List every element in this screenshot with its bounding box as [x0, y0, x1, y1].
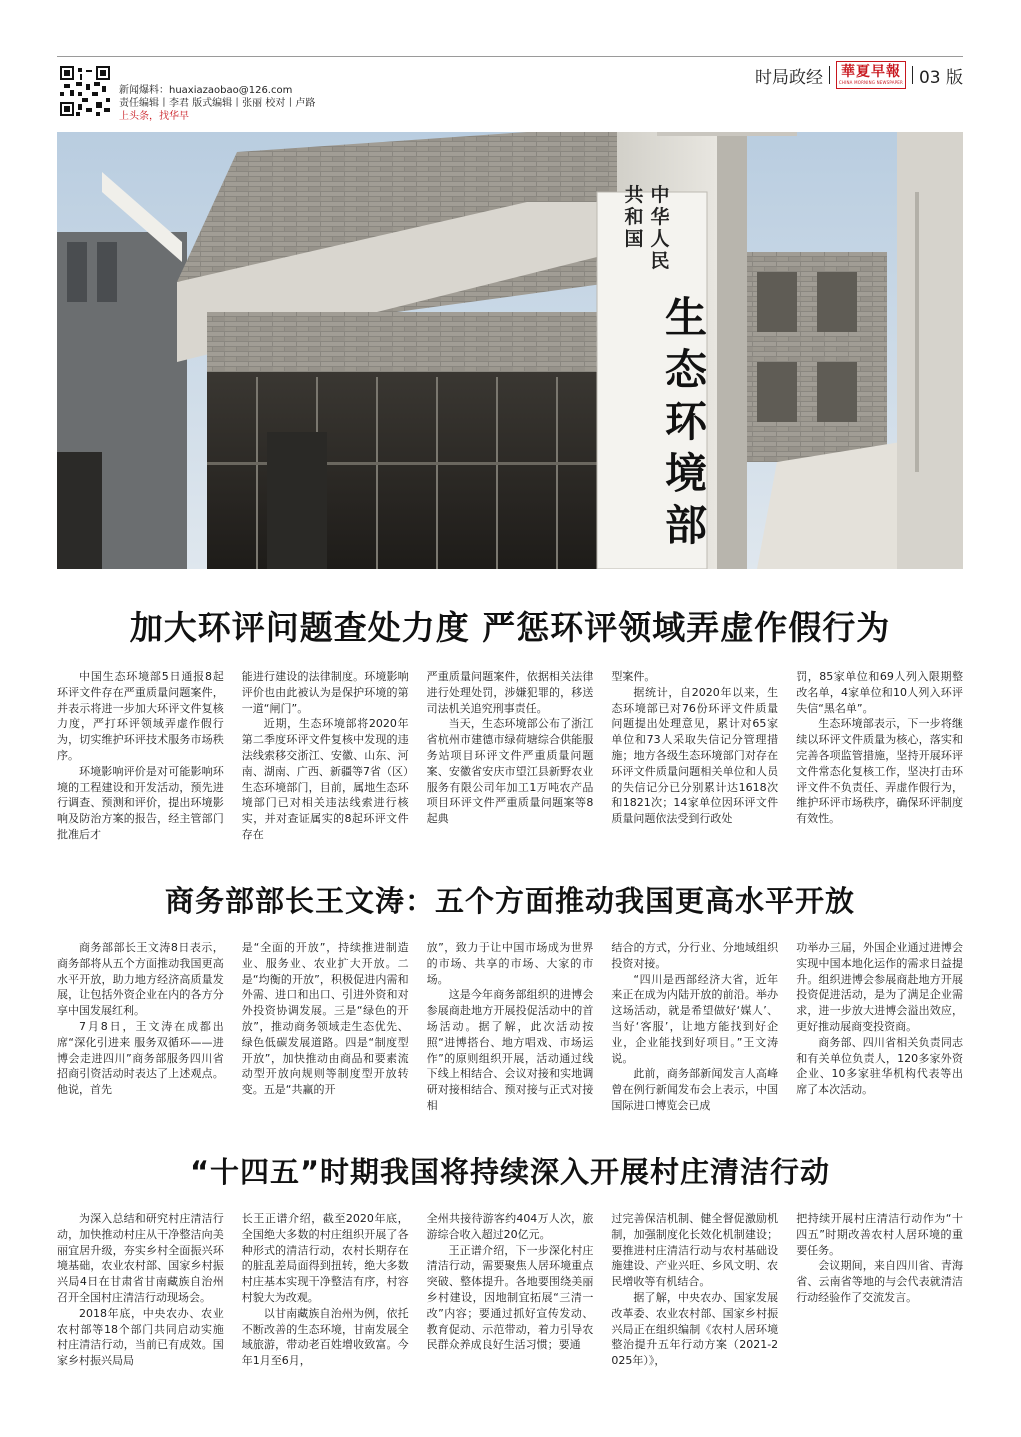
- paragraph: 是“全面的开放”，持续推进制造业、服务业、农业扩大开放。二是“均衡的开放”，积极促进内需和外需、进口和出口、引进外资和对外投资协调发展。三是“绿色的开放”，推动商务领域走生态优先、绿色低碳发展道路。四是“制度型开放”，加快推动由商品和要素流动型开放向规则等制度型开放转变。五是“共赢的开: [241, 941, 409, 1097]
- paragraph: 近期，生态环境部将2020年第二季度环评文件复核中发现的违法线索移交浙江、安徽、山东、河南、湖南、广西、新疆等7省（区）生态环境部门，目前，属地生态环境部门已对相关违法线索进行核实，并对查证属实的8起环评文件存在: [241, 717, 409, 841]
- text-column: [57, 1211, 224, 1397]
- article-headline: 商务部部长王文涛：五个方面推动我国更高水平开放: [164, 884, 855, 918]
- paragraph: 放”，致力于让中国市场成为世界的市场、共享的市场、大家的市场。: [426, 941, 594, 986]
- paragraph: 中国生态环境部5日通报8起环评文件存在严重质量问题案件，并表示将进一步加大环评文件复核力度，严打环评领域弄虚作假行为，切实维护环评技术服务市场秩序。: [57, 670, 224, 762]
- paragraph: 长王正谱介绍，截至2020年底，全国绝大多数的村庄组织开展了各种形式的清洁行动，农村长期存在的脏乱差局面得到扭转，绝大多数村庄基本实现干净整洁有序，村容村貌大为改观。: [241, 1212, 409, 1304]
- header-divider: [912, 66, 913, 84]
- text-column: [611, 940, 778, 1112]
- text-column: [427, 940, 594, 1112]
- text-column: [57, 669, 224, 859]
- editor-line: 责任编辑丨李君 版式编辑丨张丽 校对丨卢路: [119, 98, 316, 109]
- paragraph: 结合的方式，分行业、分地域组织投资对接。: [611, 941, 779, 970]
- paragraph: “四川是西部经济大省，近年来正在成为内陆开放的前沿。举办这场活动，就是希望做好‘媒人’、当好‘客服’，让地方能找到好企业，企业能找到好项目。”王文涛说。: [611, 972, 779, 1065]
- text-column: [242, 1211, 409, 1397]
- paragraph: 型案件。: [611, 670, 656, 683]
- paragraph: 王正谱介绍，下一步深化村庄清洁行动，需要聚焦人居环境重点突破、整体提升。各地要围绕美丽乡村建设，因地制宜拓展“三清一改”内容；要通过抓好宣传发动、教育促动、示范带动，着力引导农民群众养成良好生活习惯；要通: [426, 1243, 594, 1352]
- paragraph: 过完善保洁机制、健全督促激励机制，加强制度化长效化机制建设；要推进村庄清洁行动与农村基础设施建设、产业兴旺、乡风文明、农民增收等有机结合。: [611, 1212, 779, 1289]
- masthead-info: [119, 84, 315, 123]
- text-column: [427, 669, 594, 859]
- paragraph: 为深入总结和研究村庄清洁行动，加快推动村庄从干净整洁向美丽宜居升级，夯实乡村全面振兴环境基础，农业农村部、国家乡村振兴局4日在甘肃省甘南藏族自治州召开全国村庄清洁行动现场会。: [57, 1212, 224, 1304]
- paragraph: 以甘南藏族自治州为例，依托不断改善的生态环境，甘南发展全域旅游，带动老百姓增收致富。今年1月至6月，: [241, 1306, 409, 1368]
- section-name: 时局政经: [754, 67, 823, 88]
- paragraph: 全州共接待游客约404万人次，旅游综合收入超过20亿元。: [426, 1212, 594, 1241]
- paragraph: 据了解，中央农办、国家发展改革委、农业农村部、国家乡村振兴局正在组织编制《农村人居环境整治提升五年行动方案（2021-2025年）》，: [611, 1290, 779, 1368]
- text-column: [611, 1211, 778, 1397]
- paragraph: 这是今年商务部组织的进博会参展商赴地方开展投促活动中的首场活动。据了解，此次活动按照“进博搭台、地方唱戏、市场运作”的原则组织开展，活动通过线下线上相结合、会议对接和实地调研对接相结合、预对接与正式对接相: [426, 988, 594, 1112]
- ministry-building-photo: [57, 132, 963, 569]
- paragraph: 此前，商务部新闻发言人高峰曾在例行新闻发布会上表示，中国国际进口博览会已成: [611, 1067, 779, 1112]
- article-headline: “十四五”时期我国将持续深入开展村庄清洁行动: [189, 1155, 831, 1189]
- paragraph: 商务部、四川省相关负责同志和有关单位负责人，120多家外资企业、10多家驻华机构代表等出席了本次活动。: [796, 1035, 963, 1097]
- article-headline: 加大环评问题查处力度 严惩环评领域弄虚作假行为: [129, 608, 891, 647]
- logo-cn: 華夏早報: [840, 64, 901, 80]
- page-number: 03 版: [918, 67, 963, 88]
- top-rule: [57, 56, 963, 57]
- article-body: [57, 669, 963, 859]
- newspaper-logo: [836, 61, 906, 89]
- text-column: [796, 940, 963, 1112]
- paragraph: 罚，85家单位和69人列入限期整改名单，4家单位和10人列入环评失信“黑名单”。: [796, 670, 963, 715]
- article-body: [57, 1211, 963, 1397]
- qr-code-icon[interactable]: [60, 66, 110, 116]
- text-column: [427, 1211, 594, 1397]
- article-body: [57, 940, 963, 1112]
- paragraph: 把持续开展村庄清洁行动作为“十四五”时期改善农村人居环境的重要任务。: [796, 1212, 963, 1257]
- paragraph: 环境影响评价是对可能影响环境的工程建设和开发活动，预先进行调查、预测和评价，提出环境影响及防治方案的报告，经主管部门批准后才: [57, 764, 224, 841]
- header-divider: [829, 66, 830, 84]
- slogan: 上头条，找华早: [119, 111, 189, 122]
- paragraph: 当天，生态环境部公布了浙江省杭州市建德市绿荷塘综合供能服务站项目环评文件严重质量问题案、安徽省安庆市望江县新野农业服务有限公司年加工1万吨农产品项目环评文件严重质量问题案等8起典: [426, 717, 594, 826]
- paragraph: 商务部部长王文涛8日表示，商务部将从五个方面推动我国更高水平开放，助力地方经济高质量发展，让包括外资企业在内的各方分享中国发展红利。: [57, 941, 224, 1018]
- paragraph: 会议期间，来自四川省、青海省、云南省等地的与会代表就清洁行动经验作了交流发言。: [796, 1259, 963, 1304]
- plaque-big-text: 生 态 环 境 部: [664, 293, 707, 550]
- logo-en: CHINA MORNING NEWSPAPER: [838, 80, 904, 85]
- page-header: [755, 62, 963, 88]
- text-column: [242, 669, 409, 859]
- contact-line: 新闻爆料：huaxiazaobao@126.com: [119, 85, 293, 96]
- text-column: [796, 1211, 963, 1397]
- paragraph: 据统计，自2020年以来，生态环境部已对76份环评文件质量问题提出处理意见，累计对65家单位和73人采取失信记分管理措施；地方各级生态环境部门对存在环评文件质量问题相关单位和人员的失信记分已分别累计达1618次和1821次；14家单位因环评文件质量问题依法受到行政处: [611, 685, 779, 826]
- paragraph: 7月8日，王文涛在成都出席“深化引进来 服务双循环——进博会走进四川”商务部服务四川省招商引资活动时表达了上述观点。他说，首先: [57, 1019, 224, 1097]
- text-column: [57, 940, 224, 1112]
- plaque-small-text: 中华人民 共和国: [624, 184, 670, 272]
- paragraph: 生态环境部表示，下一步将继续以环评文件质量为核心，落实和完善各项监管措施，坚持开展环评文件常态化复核工作，坚决打击环评文件不负责任、弄虚作假行为，维护环评市场秩序，确保环评制度有效性。: [796, 717, 963, 826]
- paragraph: 能进行建设的法律制度。环境影响评价也由此被认为是保护环境的第一道“闸门”。: [241, 670, 409, 715]
- text-column: [611, 669, 778, 859]
- paragraph: 2018年底，中央农办、农业农村部等18个部门共同启动实施村庄清洁行动，当前已有成效。国家乡村振兴局局: [57, 1306, 224, 1368]
- text-column: [796, 669, 963, 859]
- text-column: [242, 940, 409, 1112]
- paragraph: 功举办三届，外国企业通过进博会实现中国本地化运作的需求日益提升。组织进博会参展商赴地方开展投资促进活动，是为了满足企业需求，进一步放大进博会溢出效应，更好推动展商变投资商。: [796, 941, 963, 1033]
- paragraph: 严重质量问题案件，依据相关法律进行处理处罚，涉嫌犯罪的，移送司法机关追究刑事责任。: [426, 670, 594, 715]
